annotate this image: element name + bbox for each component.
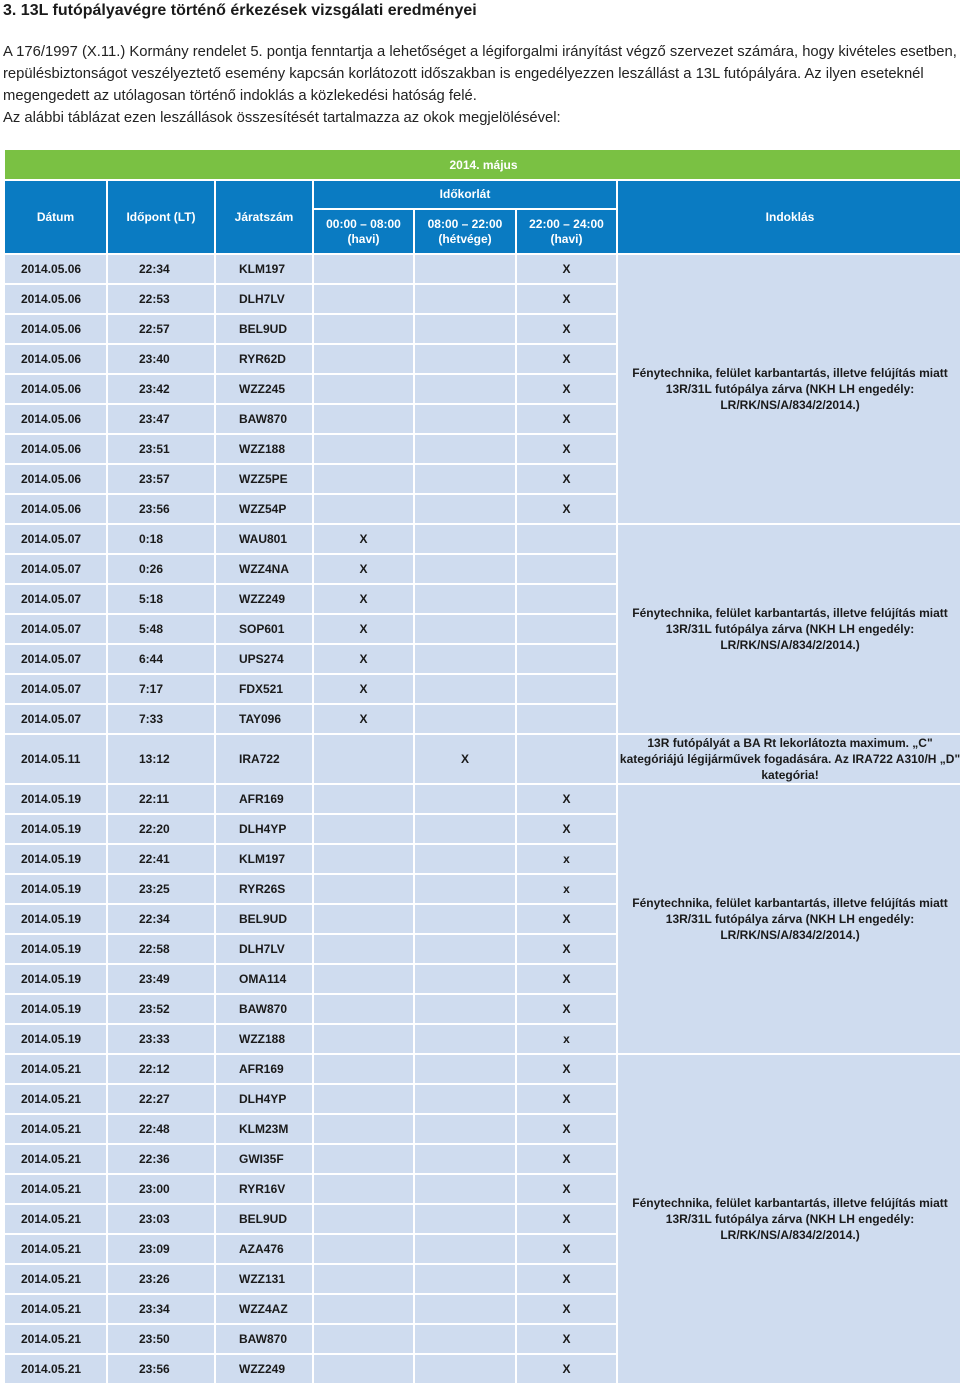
window-mark-cell xyxy=(314,1325,413,1353)
flight-cell: TAY096 xyxy=(216,705,312,733)
time-cell: 23:51 xyxy=(108,435,214,463)
date-cell: 2014.05.07 xyxy=(5,645,106,673)
time-cell: 22:58 xyxy=(108,935,214,963)
date-cell: 2014.05.07 xyxy=(5,675,106,703)
date-cell: 2014.05.06 xyxy=(5,285,106,313)
date-cell: 2014.05.19 xyxy=(5,815,106,843)
flight-cell: KLM197 xyxy=(216,845,312,873)
time-cell: 7:17 xyxy=(108,675,214,703)
date-cell: 2014.05.19 xyxy=(5,1025,106,1053)
page-heading: 3. 13L futópályavégre történő érkezések vizsgálati eredményei xyxy=(3,2,477,19)
window-mark-cell: X xyxy=(517,1295,616,1323)
window-mark-cell: X xyxy=(517,1235,616,1263)
window-mark-cell: X xyxy=(314,525,413,553)
window-mark-cell xyxy=(517,555,616,583)
window-mark-cell xyxy=(314,905,413,933)
window-mark-cell xyxy=(517,585,616,613)
window-mark-cell xyxy=(314,465,413,493)
time-cell: 23:50 xyxy=(108,1325,214,1353)
window-mark-cell: X xyxy=(517,1145,616,1173)
flight-cell: BAW870 xyxy=(216,405,312,433)
flight-cell: WZZ188 xyxy=(216,435,312,463)
date-cell: 2014.05.21 xyxy=(5,1355,106,1383)
window-mark-cell: X xyxy=(517,1085,616,1113)
col-header-flight: Járatszám xyxy=(216,181,312,253)
window-mark-cell: X xyxy=(517,1325,616,1353)
time-cell: 23:25 xyxy=(108,875,214,903)
window-mark-cell xyxy=(415,465,515,493)
window-mark-cell xyxy=(415,495,515,523)
date-cell: 2014.05.21 xyxy=(5,1295,106,1323)
window-mark-cell: X xyxy=(517,1355,616,1383)
time-cell: 22:53 xyxy=(108,285,214,313)
window-mark-cell xyxy=(314,875,413,903)
window-mark-cell xyxy=(314,495,413,523)
window-mark-cell xyxy=(415,405,515,433)
window-mark-cell: x xyxy=(517,875,616,903)
window-mark-cell xyxy=(415,345,515,373)
date-cell: 2014.05.21 xyxy=(5,1085,106,1113)
flight-cell: BEL9UD xyxy=(216,905,312,933)
intro-text xyxy=(3,41,960,129)
window-mark-cell xyxy=(314,1205,413,1233)
col-header-reason: Indoklás xyxy=(618,181,960,253)
time-cell: 22:57 xyxy=(108,315,214,343)
window-mark-cell: X xyxy=(517,1115,616,1143)
window-mark-cell xyxy=(415,615,515,643)
window-mark-cell: X xyxy=(517,465,616,493)
flight-cell: DLH4YP xyxy=(216,815,312,843)
flight-cell: BAW870 xyxy=(216,995,312,1023)
date-cell: 2014.05.07 xyxy=(5,615,106,643)
window-mark-cell xyxy=(415,1325,515,1353)
flight-cell: WZZ54P xyxy=(216,495,312,523)
window-mark-cell xyxy=(415,1085,515,1113)
date-cell: 2014.05.21 xyxy=(5,1235,106,1263)
flight-cell: WZZ249 xyxy=(216,1355,312,1383)
time-cell: 22:34 xyxy=(108,905,214,933)
time-cell: 7:33 xyxy=(108,705,214,733)
time-cell: 22:48 xyxy=(108,1115,214,1143)
window-mark-cell xyxy=(415,555,515,583)
flight-cell: IRA722 xyxy=(216,735,312,783)
time-cell: 23:09 xyxy=(108,1235,214,1263)
window-mark-cell: X xyxy=(517,995,616,1023)
window-mark-cell xyxy=(415,965,515,993)
flight-cell: UPS274 xyxy=(216,645,312,673)
table-row xyxy=(5,1055,960,1083)
time-cell: 6:44 xyxy=(108,645,214,673)
time-cell: 23:03 xyxy=(108,1205,214,1233)
window-mark-cell: X xyxy=(314,675,413,703)
date-cell: 2014.05.19 xyxy=(5,875,106,903)
date-cell: 2014.05.07 xyxy=(5,525,106,553)
window-mark-cell xyxy=(415,705,515,733)
date-cell: 2014.05.21 xyxy=(5,1055,106,1083)
window-mark-cell xyxy=(415,1235,515,1263)
landings-table xyxy=(3,148,960,1385)
intro-paragraph: Az alábbi táblázat ezen leszállások összesítését tartalmazza az okok megjelölésével: xyxy=(3,110,561,126)
window-mark-cell xyxy=(517,675,616,703)
date-cell: 2014.05.06 xyxy=(5,435,106,463)
time-cell: 23:57 xyxy=(108,465,214,493)
reason-cell: Fénytechnika, felület karbantartás, illetve felújítás miatt 13R/31L futópálya zárva (NKH LH engedély: LR/RK/NS/A/834/2/2014.) xyxy=(618,785,960,1053)
window-mark-cell xyxy=(314,965,413,993)
window-mark-cell: X xyxy=(517,315,616,343)
time-cell: 23:56 xyxy=(108,1355,214,1383)
flight-cell: DLH4YP xyxy=(216,1085,312,1113)
table-row xyxy=(5,525,960,553)
window-mark-cell xyxy=(314,1115,413,1143)
window-mark-cell xyxy=(517,615,616,643)
table-body xyxy=(5,255,960,1383)
window-mark-cell: X xyxy=(517,345,616,373)
window-mark-cell xyxy=(314,1085,413,1113)
time-cell: 22:36 xyxy=(108,1145,214,1173)
window-mark-cell: X xyxy=(517,1055,616,1083)
window-mark-cell: X xyxy=(517,375,616,403)
window-mark-cell xyxy=(415,525,515,553)
window-mark-cell xyxy=(415,995,515,1023)
window-mark-cell xyxy=(415,785,515,813)
date-cell: 2014.05.21 xyxy=(5,1265,106,1293)
window-mark-cell xyxy=(314,845,413,873)
window-mark-cell: X xyxy=(517,785,616,813)
window-mark-cell xyxy=(415,1205,515,1233)
window-mark-cell xyxy=(517,705,616,733)
window-mark-cell xyxy=(314,1235,413,1263)
time-cell: 0:18 xyxy=(108,525,214,553)
flight-cell: OMA114 xyxy=(216,965,312,993)
window-mark-cell: X xyxy=(314,645,413,673)
date-cell: 2014.05.06 xyxy=(5,405,106,433)
window-mark-cell xyxy=(415,255,515,283)
window-mark-cell: X xyxy=(517,495,616,523)
month-header: 2014. május xyxy=(5,150,960,179)
time-cell: 23:52 xyxy=(108,995,214,1023)
time-cell: 23:26 xyxy=(108,1265,214,1293)
reason-cell: 13R futópályát a BA Rt lekorlátozta maximum. „C" kategóriájú légijárművek fogadására. Az IRA722 A310/H „D" kategória! xyxy=(618,735,960,783)
col-header-window-weekend: 08:00 – 22:00 (hétvége) xyxy=(415,210,515,253)
window-mark-cell xyxy=(314,815,413,843)
window-mark-cell xyxy=(415,435,515,463)
window-mark-cell xyxy=(517,525,616,553)
window-mark-cell xyxy=(415,905,515,933)
flight-cell: DLH7LV xyxy=(216,285,312,313)
time-cell: 23:33 xyxy=(108,1025,214,1053)
window-mark-cell xyxy=(517,645,616,673)
flight-cell: DLH7LV xyxy=(216,935,312,963)
time-cell: 23:49 xyxy=(108,965,214,993)
window-mark-cell xyxy=(314,1265,413,1293)
window-mark-cell: X xyxy=(517,255,616,283)
table-row xyxy=(5,255,960,283)
flight-cell: RYR26S xyxy=(216,875,312,903)
date-cell: 2014.05.06 xyxy=(5,465,106,493)
time-cell: 23:40 xyxy=(108,345,214,373)
window-mark-cell xyxy=(314,255,413,283)
window-mark-cell xyxy=(314,405,413,433)
col-header-window: Időkorlát xyxy=(314,181,616,208)
window-mark-cell xyxy=(415,1355,515,1383)
flight-cell: BEL9UD xyxy=(216,315,312,343)
window-mark-cell xyxy=(314,1145,413,1173)
window-mark-cell: X xyxy=(517,1265,616,1293)
date-cell: 2014.05.06 xyxy=(5,375,106,403)
window-mark-cell xyxy=(314,435,413,463)
flight-cell: SOP601 xyxy=(216,615,312,643)
reason-cell: Fénytechnika, felület karbantartás, illetve felújítás miatt 13R/31L futópálya zárva (NKH LH engedély: LR/RK/NS/A/834/2/2014.) xyxy=(618,525,960,733)
flight-cell: WAU801 xyxy=(216,525,312,553)
window-mark-cell xyxy=(314,935,413,963)
window-mark-cell xyxy=(415,675,515,703)
window-mark-cell: X xyxy=(517,815,616,843)
window-mark-cell: X xyxy=(314,615,413,643)
window-mark-cell xyxy=(415,1115,515,1143)
window-mark-cell: X xyxy=(517,905,616,933)
window-mark-cell xyxy=(314,1355,413,1383)
window-mark-cell xyxy=(314,315,413,343)
window-mark-cell xyxy=(314,995,413,1023)
date-cell: 2014.05.19 xyxy=(5,935,106,963)
window-mark-cell: x xyxy=(517,845,616,873)
intro-paragraph: A 176/1997 (X.11.) Kormány rendelet 5. pontja fenntartja a lehetőséget a légiforgalmi irányítást végző szervezet számára, hogy kivételes esetben, repülésbiztonságot veszélyeztető esemény kapcsán korlátozott időszakban is engedélyezzen leszállást a 13L futópályára. Az ilyen eseteknél megengedett az utólagosan történő indoklás a közlekedési hatóság felé. xyxy=(3,44,957,104)
window-mark-cell xyxy=(314,285,413,313)
table-row xyxy=(5,735,960,783)
flight-cell: WZZ5PE xyxy=(216,465,312,493)
time-cell: 22:20 xyxy=(108,815,214,843)
time-cell: 5:18 xyxy=(108,585,214,613)
window-mark-cell: X xyxy=(517,935,616,963)
flight-cell: WZZ4NA xyxy=(216,555,312,583)
flight-cell: GWI35F xyxy=(216,1145,312,1173)
flight-cell: FDX521 xyxy=(216,675,312,703)
flight-cell: AZA476 xyxy=(216,1235,312,1263)
window-mark-cell xyxy=(314,375,413,403)
date-cell: 2014.05.19 xyxy=(5,845,106,873)
time-cell: 23:42 xyxy=(108,375,214,403)
window-mark-cell xyxy=(415,645,515,673)
date-cell: 2014.05.19 xyxy=(5,965,106,993)
date-cell: 2014.05.21 xyxy=(5,1175,106,1203)
window-mark-cell xyxy=(415,1055,515,1083)
window-mark-cell xyxy=(415,315,515,343)
date-cell: 2014.05.06 xyxy=(5,495,106,523)
time-cell: 5:48 xyxy=(108,615,214,643)
time-cell: 22:11 xyxy=(108,785,214,813)
window-mark-cell xyxy=(314,1055,413,1083)
window-mark-cell xyxy=(415,1025,515,1053)
window-mark-cell xyxy=(415,1145,515,1173)
col-header-time: Időpont (LT) xyxy=(108,181,214,253)
flight-cell: BAW870 xyxy=(216,1325,312,1353)
date-cell: 2014.05.07 xyxy=(5,585,106,613)
window-mark-cell: X xyxy=(314,705,413,733)
window-mark-cell xyxy=(314,345,413,373)
window-mark-cell xyxy=(314,735,413,783)
flight-cell: WZZ131 xyxy=(216,1265,312,1293)
window-mark-cell: X xyxy=(517,1175,616,1203)
flight-cell: KLM23M xyxy=(216,1115,312,1143)
window-mark-cell xyxy=(415,935,515,963)
reason-cell: Fénytechnika, felület karbantartás, illetve felújítás miatt 13R/31L futópálya zárva (NKH LH engedély: LR/RK/NS/A/834/2/2014.) xyxy=(618,1055,960,1383)
flight-cell: KLM197 xyxy=(216,255,312,283)
date-cell: 2014.05.21 xyxy=(5,1325,106,1353)
flight-cell: WZZ249 xyxy=(216,585,312,613)
date-cell: 2014.05.11 xyxy=(5,735,106,783)
window-mark-cell xyxy=(415,845,515,873)
flight-cell: WZZ245 xyxy=(216,375,312,403)
col-header-window-late: 22:00 – 24:00 (havi) xyxy=(517,210,616,253)
time-cell: 22:12 xyxy=(108,1055,214,1083)
date-cell: 2014.05.19 xyxy=(5,995,106,1023)
date-cell: 2014.05.21 xyxy=(5,1115,106,1143)
date-cell: 2014.05.07 xyxy=(5,705,106,733)
window-mark-cell: x xyxy=(517,1025,616,1053)
window-mark-cell: X xyxy=(517,405,616,433)
window-mark-cell xyxy=(415,1175,515,1203)
date-cell: 2014.05.07 xyxy=(5,555,106,583)
time-cell: 22:34 xyxy=(108,255,214,283)
window-mark-cell xyxy=(415,1295,515,1323)
time-cell: 23:47 xyxy=(108,405,214,433)
window-mark-cell: X xyxy=(517,1205,616,1233)
window-mark-cell: X xyxy=(517,965,616,993)
time-cell: 22:27 xyxy=(108,1085,214,1113)
flight-cell: RYR62D xyxy=(216,345,312,373)
date-cell: 2014.05.19 xyxy=(5,905,106,933)
table-row xyxy=(5,785,960,813)
date-cell: 2014.05.06 xyxy=(5,255,106,283)
time-cell: 0:26 xyxy=(108,555,214,583)
window-mark-cell xyxy=(415,815,515,843)
window-mark-cell xyxy=(415,585,515,613)
reason-cell: Fénytechnika, felület karbantartás, illetve felújítás miatt 13R/31L futópálya zárva (NKH LH engedély: LR/RK/NS/A/834/2/2014.) xyxy=(618,255,960,523)
flight-cell: WZZ188 xyxy=(216,1025,312,1053)
date-cell: 2014.05.06 xyxy=(5,315,106,343)
time-cell: 23:34 xyxy=(108,1295,214,1323)
window-mark-cell: X xyxy=(415,735,515,783)
window-mark-cell xyxy=(415,1265,515,1293)
flight-cell: AFR169 xyxy=(216,1055,312,1083)
time-cell: 23:00 xyxy=(108,1175,214,1203)
flight-cell: RYR16V xyxy=(216,1175,312,1203)
flight-cell: BEL9UD xyxy=(216,1205,312,1233)
window-mark-cell xyxy=(314,785,413,813)
col-header-date: Dátum xyxy=(5,181,106,253)
window-mark-cell xyxy=(314,1295,413,1323)
window-mark-cell: X xyxy=(517,285,616,313)
time-cell: 13:12 xyxy=(108,735,214,783)
date-cell: 2014.05.06 xyxy=(5,345,106,373)
date-cell: 2014.05.19 xyxy=(5,785,106,813)
date-cell: 2014.05.21 xyxy=(5,1145,106,1173)
time-cell: 22:41 xyxy=(108,845,214,873)
window-mark-cell xyxy=(415,875,515,903)
flight-cell: AFR169 xyxy=(216,785,312,813)
time-cell: 23:56 xyxy=(108,495,214,523)
window-mark-cell xyxy=(415,285,515,313)
window-mark-cell xyxy=(314,1025,413,1053)
window-mark-cell: X xyxy=(314,555,413,583)
col-header-window-night: 00:00 – 08:00 (havi) xyxy=(314,210,413,253)
window-mark-cell: X xyxy=(517,435,616,463)
window-mark-cell: X xyxy=(314,585,413,613)
date-cell: 2014.05.21 xyxy=(5,1205,106,1233)
window-mark-cell xyxy=(517,735,616,783)
window-mark-cell xyxy=(314,1175,413,1203)
flight-cell: WZZ4AZ xyxy=(216,1295,312,1323)
window-mark-cell xyxy=(415,375,515,403)
